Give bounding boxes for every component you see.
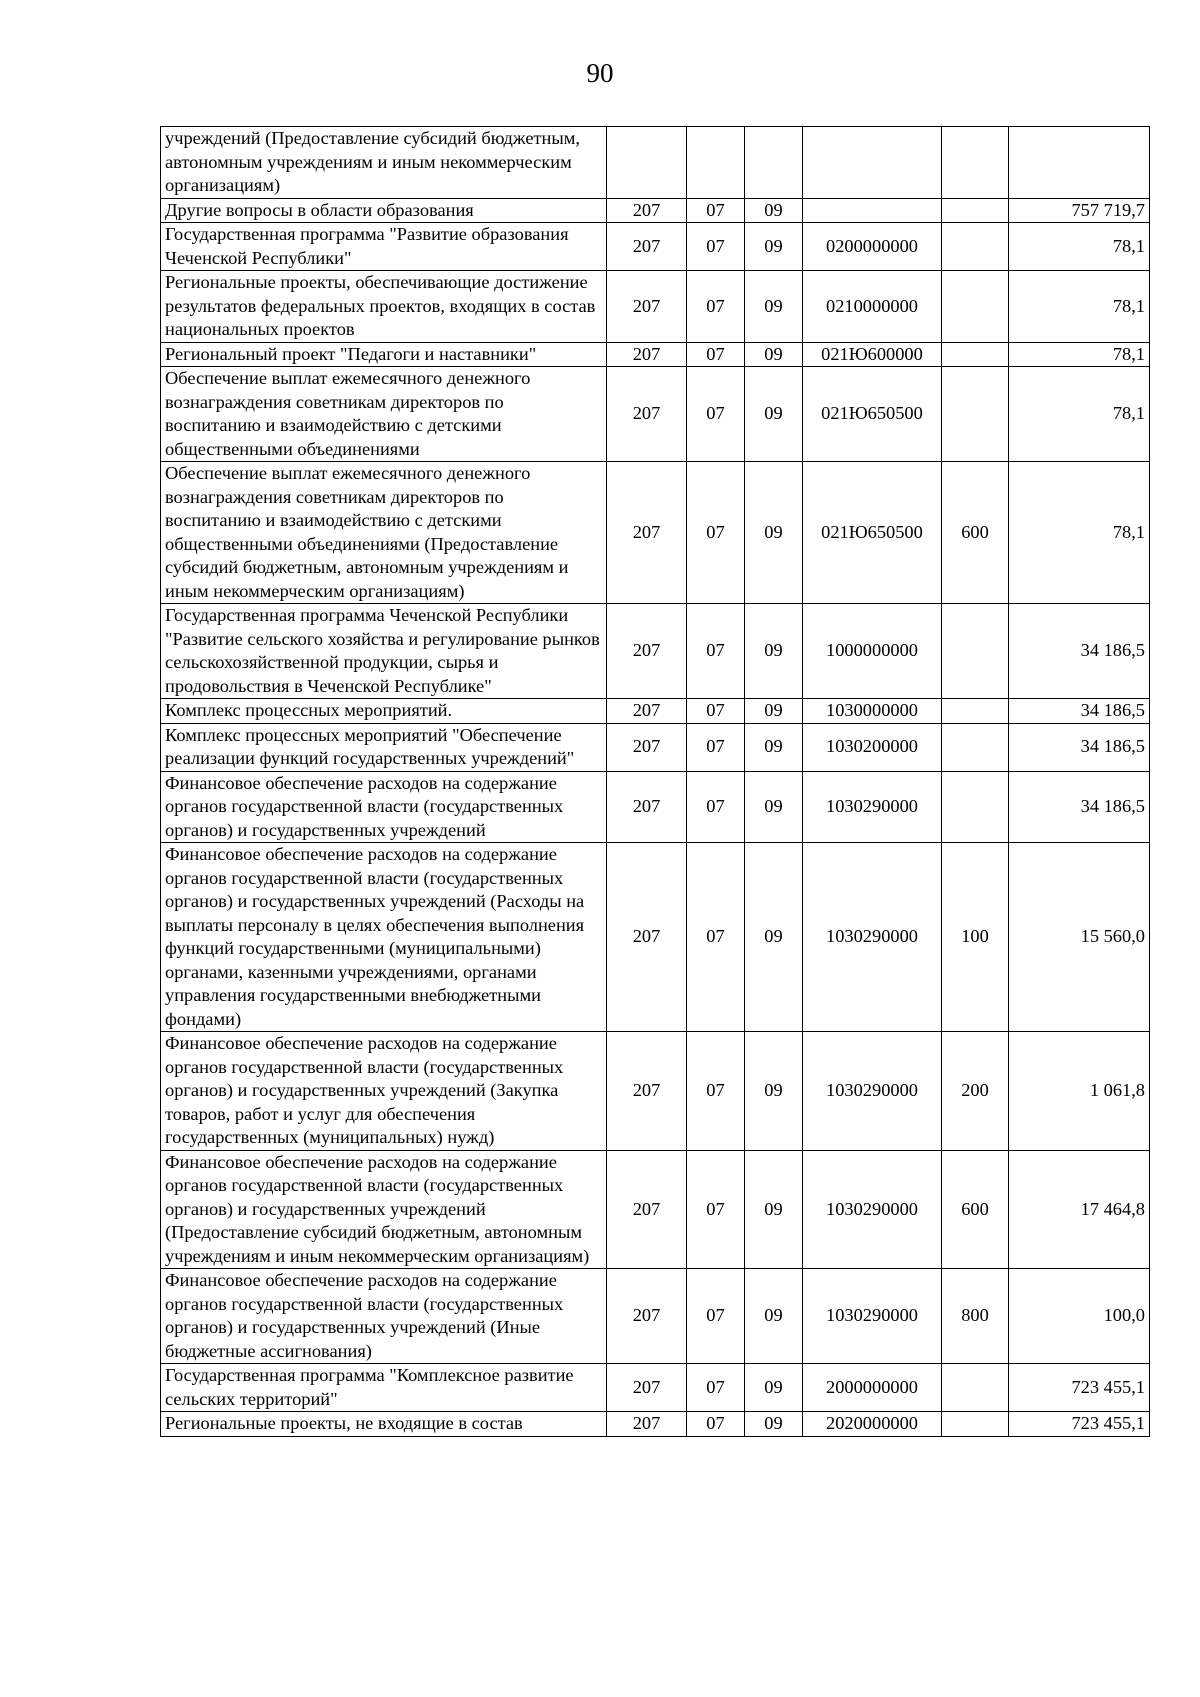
table-row bbox=[161, 699, 1150, 724]
row-ministry-code: 207 bbox=[607, 723, 687, 771]
row-section-code: 07 bbox=[687, 1269, 745, 1364]
row-ministry-code: 207 bbox=[607, 1364, 687, 1412]
row-expense-type: 200 bbox=[942, 1032, 1009, 1151]
row-amount: 34 186,5 bbox=[1009, 604, 1150, 699]
row-expense-type bbox=[942, 1412, 1009, 1437]
row-target-article bbox=[803, 198, 942, 223]
row-section-code: 07 bbox=[687, 367, 745, 462]
table-row bbox=[161, 342, 1150, 367]
row-amount: 723 455,1 bbox=[1009, 1412, 1150, 1437]
row-expense-type bbox=[942, 342, 1009, 367]
row-name: Региональные проекты, не входящие в состав bbox=[161, 1412, 607, 1437]
row-expense-type bbox=[942, 223, 1009, 271]
row-amount: 78,1 bbox=[1009, 367, 1150, 462]
table-row bbox=[161, 1364, 1150, 1412]
row-ministry-code: 207 bbox=[607, 342, 687, 367]
row-name: учреждений (Предоставление субсидий бюджетным, автономным учреждениям и иным некоммерческим организациям) bbox=[161, 127, 607, 199]
row-expense-type: 100 bbox=[942, 843, 1009, 1032]
row-target-article bbox=[803, 127, 942, 199]
row-amount: 78,1 bbox=[1009, 271, 1150, 343]
row-amount: 78,1 bbox=[1009, 342, 1150, 367]
row-amount: 1 061,8 bbox=[1009, 1032, 1150, 1151]
table-row bbox=[161, 1269, 1150, 1364]
budget-table bbox=[160, 126, 1150, 1437]
row-expense-type: 600 bbox=[942, 462, 1009, 604]
row-section-code: 07 bbox=[687, 223, 745, 271]
row-target-article: 021Ю650500 bbox=[803, 462, 942, 604]
row-subsection-code: 09 bbox=[745, 1269, 803, 1364]
row-ministry-code: 207 bbox=[607, 367, 687, 462]
table-row bbox=[161, 723, 1150, 771]
row-section-code: 07 bbox=[687, 604, 745, 699]
row-name: Финансовое обеспечение расходов на содержание органов государственной власти (государственных органов) и государственных учреждений (Предоставление субсидий бюджетным, автономным учреждениям и иным некоммерческим организациям) bbox=[161, 1150, 607, 1269]
row-name: Государственная программа "Комплексное развитие сельских территорий" bbox=[161, 1364, 607, 1412]
table-row bbox=[161, 271, 1150, 343]
row-subsection-code: 09 bbox=[745, 462, 803, 604]
row-name: Финансовое обеспечение расходов на содержание органов государственной власти (государственных органов) и государственных учреждений bbox=[161, 771, 607, 843]
row-subsection-code: 09 bbox=[745, 1412, 803, 1437]
row-subsection-code: 09 bbox=[745, 1150, 803, 1269]
row-target-article: 1030290000 bbox=[803, 843, 942, 1032]
table-row bbox=[161, 462, 1150, 604]
row-expense-type bbox=[942, 127, 1009, 199]
row-ministry-code: 207 bbox=[607, 604, 687, 699]
table-row bbox=[161, 771, 1150, 843]
row-name: Государственная программа Чеченской Республики "Развитие сельского хозяйства и регулирование рынков сельскохозяйственной продукции, сырья и продовольствия в Чеченской Республике" bbox=[161, 604, 607, 699]
row-section-code: 07 bbox=[687, 771, 745, 843]
row-target-article: 2000000000 bbox=[803, 1364, 942, 1412]
table-row bbox=[161, 604, 1150, 699]
row-amount: 34 186,5 bbox=[1009, 723, 1150, 771]
row-ministry-code: 207 bbox=[607, 1412, 687, 1437]
row-target-article: 021Ю600000 bbox=[803, 342, 942, 367]
table-row bbox=[161, 1150, 1150, 1269]
row-expense-type: 800 bbox=[942, 1269, 1009, 1364]
table-row bbox=[161, 843, 1150, 1032]
row-section-code: 07 bbox=[687, 1412, 745, 1437]
row-amount: 17 464,8 bbox=[1009, 1150, 1150, 1269]
row-amount: 34 186,5 bbox=[1009, 771, 1150, 843]
row-name: Региональные проекты, обеспечивающие достижение результатов федеральных проектов, входящих в состав национальных проектов bbox=[161, 271, 607, 343]
row-ministry-code: 207 bbox=[607, 198, 687, 223]
row-target-article: 1030000000 bbox=[803, 699, 942, 724]
page-number: 90 bbox=[586, 58, 614, 88]
row-target-article: 1030290000 bbox=[803, 771, 942, 843]
row-section-code: 07 bbox=[687, 198, 745, 223]
row-target-article: 1030290000 bbox=[803, 1269, 942, 1364]
row-subsection-code: 09 bbox=[745, 699, 803, 724]
row-subsection-code: 09 bbox=[745, 1364, 803, 1412]
row-section-code: 07 bbox=[687, 342, 745, 367]
row-expense-type bbox=[942, 198, 1009, 223]
row-name: Финансовое обеспечение расходов на содержание органов государственной власти (государственных органов) и государственных учреждений (Иные бюджетные ассигнования) bbox=[161, 1269, 607, 1364]
row-section-code: 07 bbox=[687, 699, 745, 724]
row-name: Комплекс процессных мероприятий "Обеспечение реализации функций государственных учреждений" bbox=[161, 723, 607, 771]
row-name: Комплекс процессных мероприятий. bbox=[161, 699, 607, 724]
row-section-code: 07 bbox=[687, 462, 745, 604]
row-ministry-code bbox=[607, 127, 687, 199]
row-subsection-code: 09 bbox=[745, 198, 803, 223]
row-expense-type bbox=[942, 1364, 1009, 1412]
row-amount: 34 186,5 bbox=[1009, 699, 1150, 724]
row-expense-type: 600 bbox=[942, 1150, 1009, 1269]
row-target-article: 0210000000 bbox=[803, 271, 942, 343]
row-target-article: 2020000000 bbox=[803, 1412, 942, 1437]
row-subsection-code: 09 bbox=[745, 1032, 803, 1151]
row-subsection-code: 09 bbox=[745, 604, 803, 699]
row-name: Финансовое обеспечение расходов на содержание органов государственной власти (государственных органов) и государственных учреждений (Закупка товаров, работ и услуг для обеспечения государственных (муниципальных) нужд) bbox=[161, 1032, 607, 1151]
row-amount: 757 719,7 bbox=[1009, 198, 1150, 223]
row-subsection-code: 09 bbox=[745, 367, 803, 462]
row-target-article: 1030290000 bbox=[803, 1032, 942, 1151]
row-subsection-code bbox=[745, 127, 803, 199]
row-amount: 723 455,1 bbox=[1009, 1364, 1150, 1412]
row-amount: 15 560,0 bbox=[1009, 843, 1150, 1032]
row-ministry-code: 207 bbox=[607, 1150, 687, 1269]
row-expense-type bbox=[942, 271, 1009, 343]
row-target-article: 1000000000 bbox=[803, 604, 942, 699]
row-name: Другие вопросы в области образования bbox=[161, 198, 607, 223]
table-row bbox=[161, 198, 1150, 223]
row-target-article: 1030290000 bbox=[803, 1150, 942, 1269]
row-ministry-code: 207 bbox=[607, 1032, 687, 1151]
row-name: Государственная программа "Развитие образования Чеченской Республики" bbox=[161, 223, 607, 271]
row-target-article: 0200000000 bbox=[803, 223, 942, 271]
row-section-code bbox=[687, 127, 745, 199]
row-subsection-code: 09 bbox=[745, 342, 803, 367]
table-row bbox=[161, 1032, 1150, 1151]
row-section-code: 07 bbox=[687, 723, 745, 771]
row-section-code: 07 bbox=[687, 1150, 745, 1269]
row-name: Обеспечение выплат ежемесячного денежного вознаграждения советникам директоров по воспитанию и взаимодействию с детскими общественными объединениями (Предоставление субсидий бюджетным, автономным учреждениям и иным некоммерческим организациям) bbox=[161, 462, 607, 604]
row-expense-type bbox=[942, 604, 1009, 699]
row-target-article: 1030200000 bbox=[803, 723, 942, 771]
row-amount: 78,1 bbox=[1009, 223, 1150, 271]
row-ministry-code: 207 bbox=[607, 843, 687, 1032]
table-row bbox=[161, 367, 1150, 462]
row-subsection-code: 09 bbox=[745, 723, 803, 771]
row-ministry-code: 207 bbox=[607, 771, 687, 843]
table-row bbox=[161, 127, 1150, 199]
row-subsection-code: 09 bbox=[745, 271, 803, 343]
row-ministry-code: 207 bbox=[607, 223, 687, 271]
row-ministry-code: 207 bbox=[607, 1269, 687, 1364]
row-ministry-code: 207 bbox=[607, 271, 687, 343]
row-name: Финансовое обеспечение расходов на содержание органов государственной власти (государственных органов) и государственных учреждений (Расходы на выплаты персоналу в целях обеспечения выполнения функций государственными (муниципальными) органами, казенными учреждениями, органами управления государственными внебюджетными фондами) bbox=[161, 843, 607, 1032]
row-ministry-code: 207 bbox=[607, 699, 687, 724]
row-amount bbox=[1009, 127, 1150, 199]
row-subsection-code: 09 bbox=[745, 843, 803, 1032]
row-subsection-code: 09 bbox=[745, 771, 803, 843]
row-expense-type bbox=[942, 771, 1009, 843]
table-row bbox=[161, 223, 1150, 271]
row-section-code: 07 bbox=[687, 271, 745, 343]
row-section-code: 07 bbox=[687, 1364, 745, 1412]
row-amount: 78,1 bbox=[1009, 462, 1150, 604]
row-name: Обеспечение выплат ежемесячного денежного вознаграждения советникам директоров по воспитанию и взаимодействию с детскими общественными объединениями bbox=[161, 367, 607, 462]
table-row bbox=[161, 1412, 1150, 1437]
row-subsection-code: 09 bbox=[745, 223, 803, 271]
row-amount: 100,0 bbox=[1009, 1269, 1150, 1364]
row-target-article: 021Ю650500 bbox=[803, 367, 942, 462]
row-expense-type bbox=[942, 367, 1009, 462]
row-expense-type bbox=[942, 723, 1009, 771]
row-section-code: 07 bbox=[687, 843, 745, 1032]
row-name: Региональный проект "Педагоги и наставники" bbox=[161, 342, 607, 367]
row-ministry-code: 207 bbox=[607, 462, 687, 604]
row-section-code: 07 bbox=[687, 1032, 745, 1151]
row-expense-type bbox=[942, 699, 1009, 724]
